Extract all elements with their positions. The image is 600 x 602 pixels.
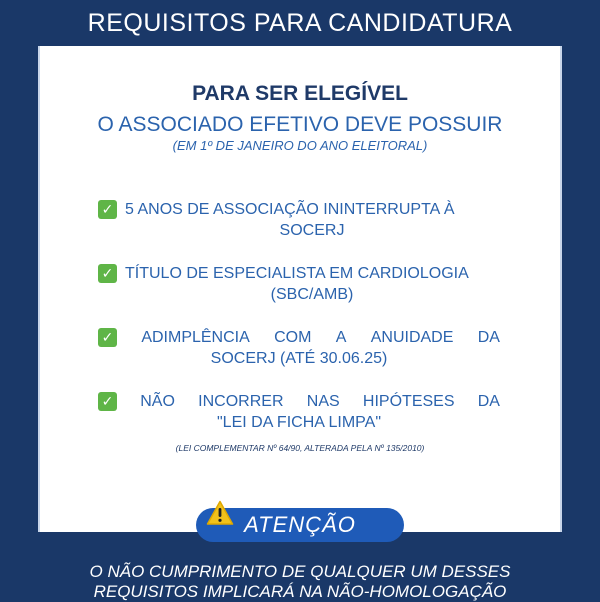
warning-icon — [206, 500, 234, 526]
requirement-item — [98, 263, 500, 305]
footer-text-line2: REQUISITOS IMPLICARÁ NA NÃO-HOMOLOGAÇÃO — [93, 582, 507, 601]
eligibility-title: PARA SER ELEGÍVEL — [192, 82, 408, 105]
eligibility-subtitle: O ASSOCIADO EFETIVO DEVE POSSUIR — [97, 113, 503, 136]
requirement-text-cont: SOCERJ — [279, 222, 345, 239]
requirement-word: NAS — [306, 393, 340, 410]
legal-note: (LEI COMPLEMENTAR Nº 64/90, ALTERADA PELA Nº 135/2010) — [175, 443, 425, 453]
requirement-word: ADIMPLÊNCIA — [141, 329, 250, 346]
attention-label: ATENÇÃO — [244, 512, 356, 537]
requirement-word: DA — [477, 329, 500, 346]
requirement-word: ANUIDADE — [370, 329, 454, 346]
requirement-text-cont: (SBC/AMB) — [270, 286, 354, 303]
requirement-item — [98, 327, 500, 369]
eligibility-date-note: (EM 1º DE JANEIRO DO ANO ELEITORAL) — [172, 138, 428, 153]
header-bar — [0, 0, 600, 46]
requirement-word: HIPÓTESES — [362, 393, 455, 410]
requirement-word: DA — [477, 393, 500, 410]
requirements-panel — [40, 46, 560, 532]
check-icon: ✓ — [98, 328, 117, 347]
requirement-word: NÃO — [140, 393, 175, 410]
requirement-item — [98, 391, 500, 433]
requirement-text-cont: SOCERJ (ATÉ 30.06.25) — [210, 350, 388, 367]
requirement-word: A — [335, 329, 347, 346]
page-title: REQUISITOS PARA CANDIDATURA — [87, 8, 513, 37]
requirement-text-cont: "LEI DA FICHA LIMPA" — [217, 414, 381, 431]
requirement-text: TÍTULO DE ESPECIALISTA EM CARDIOLOGIA — [125, 265, 469, 282]
check-icon: ✓ — [98, 264, 117, 283]
footer-text-line1: O NÃO CUMPRIMENTO DE QUALQUER UM DESSES — [89, 562, 511, 581]
requirement-word: INCORRER — [198, 393, 284, 410]
check-icon: ✓ — [98, 392, 117, 411]
requirement-item — [98, 199, 500, 241]
check-icon: ✓ — [98, 200, 117, 219]
requirement-text: 5 ANOS DE ASSOCIAÇÃO ININTERRUPTA À — [125, 201, 455, 218]
requirement-word: COM — [274, 329, 312, 346]
